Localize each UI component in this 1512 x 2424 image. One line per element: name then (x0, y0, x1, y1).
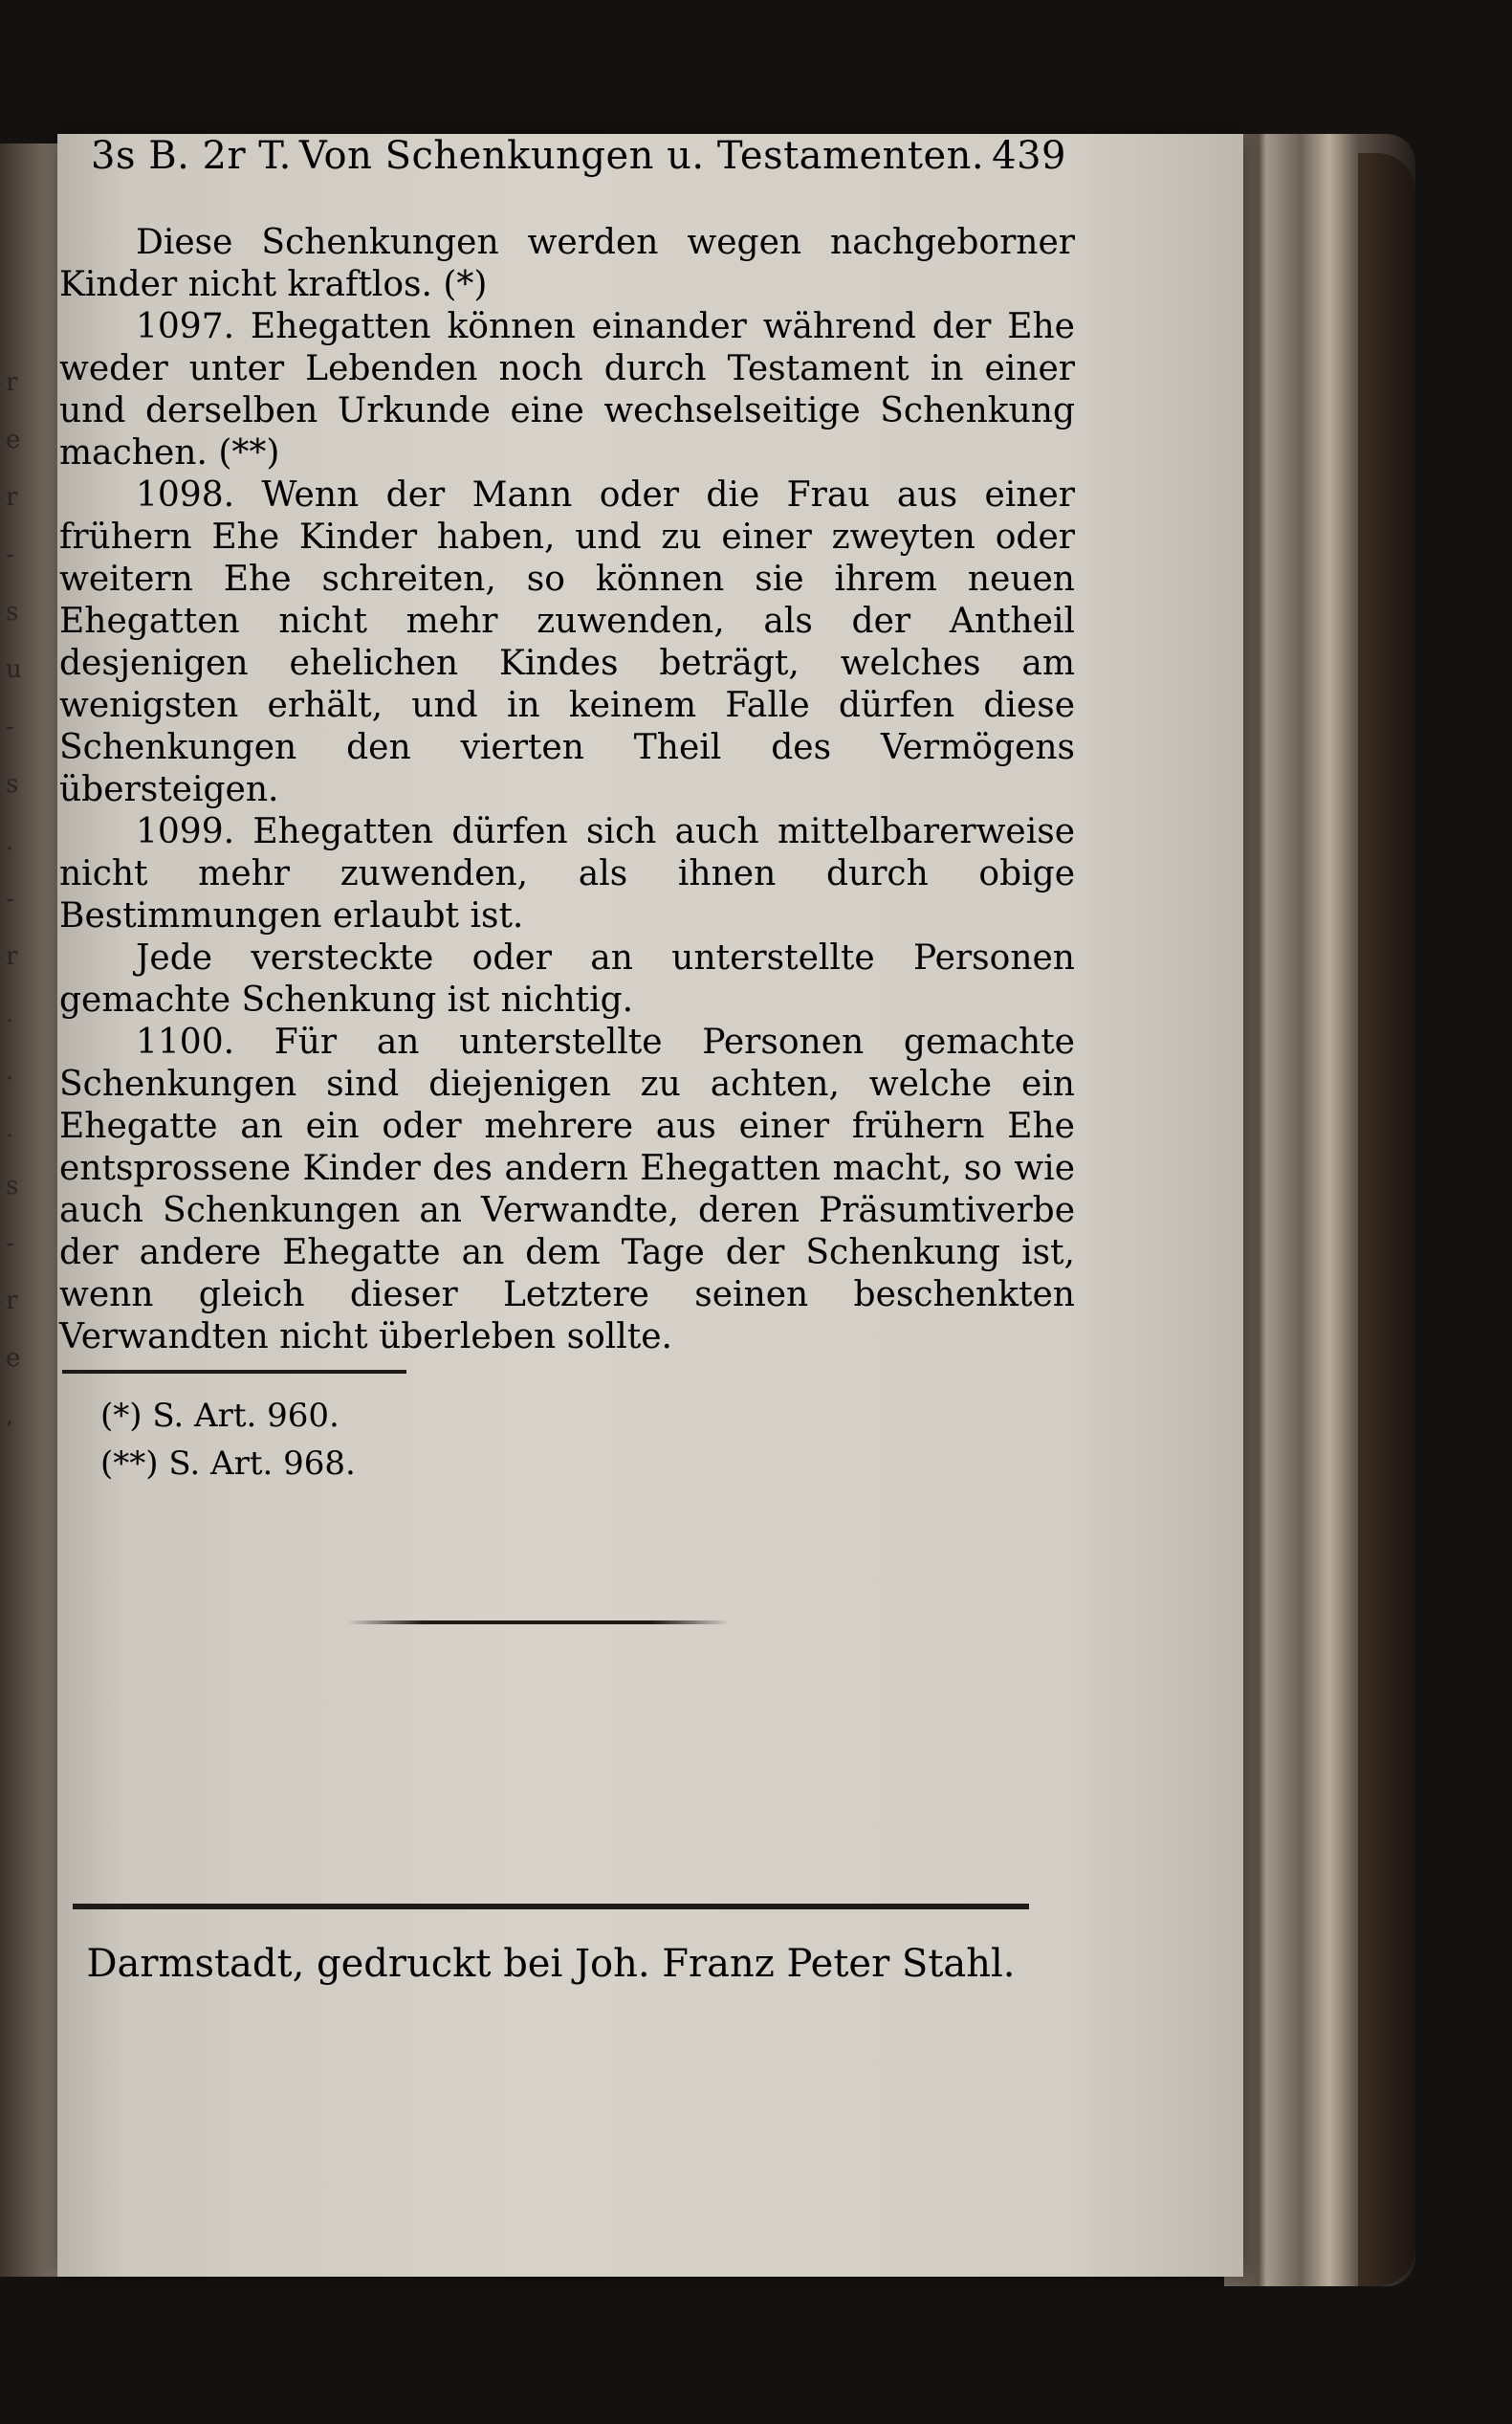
footnote-rule (62, 1370, 406, 1374)
left-page-char: e (6, 426, 21, 454)
left-page-char: , (6, 1401, 14, 1430)
left-page-char: r (6, 942, 18, 971)
left-page-char: u (6, 655, 22, 684)
printer-imprint: Darmstadt, gedruckt bei Joh. Franz Peter Stahl. (86, 1942, 1016, 1986)
footnotes (100, 1392, 674, 1487)
end-rule (347, 1620, 730, 1624)
imprint-rule (73, 1904, 1029, 1909)
left-page-char: . (6, 827, 14, 856)
left-page-char: s (6, 598, 19, 627)
book-cover (1358, 153, 1415, 2286)
running-header (91, 134, 1066, 178)
paragraph: 1100. Für an unterstellte Personen gemachte Schenkungen sind diejenigen zu achten, welche ein Ehegatte an ein oder mehrere aus einer frühern Ehe entsprossene Kinder des andern Ehegatten macht, so wie auch Schenkungen an Verwandte, deren Präsumtiverbe der andere Ehegatte an dem Tage der Schenkung ist, wenn gleich dieser Letztere seinen beschenkten Verwandten nicht überleben sollte. (59, 1023, 1075, 1356)
left-page-char: . (6, 1057, 14, 1086)
paragraph: Diese Schenkungen werden wegen nachgeborner Kinder nicht kraftlos. (*) (59, 223, 1075, 304)
left-page-char: s (6, 770, 19, 799)
paragraph: 1097. Ehegatten können einander während der Ehe weder unter Lebenden noch durch Testament in einer und derselben Urkunde eine wechselseitige Schenkung machen. (**) (59, 307, 1075, 473)
footnote: (**) S. Art. 968. (100, 1444, 356, 1483)
left-page-char: r (6, 1287, 18, 1315)
left-page-char: . (6, 1114, 14, 1143)
paragraph: Jede versteckte oder an unterstellte Personen gemachte Schenkung ist nichtig. (59, 938, 1075, 1020)
left-page-char: e (6, 1344, 21, 1373)
header-title: Von Schenkungen u. Testamenten. (298, 134, 985, 178)
footnote: (*) S. Art. 960. (100, 1397, 340, 1435)
header-volume: 3s B. 2r T. (91, 134, 292, 178)
left-page-char: . (6, 1000, 14, 1028)
left-page-char: - (6, 713, 14, 741)
left-page-char: - (6, 885, 14, 914)
paragraph: 1099. Ehegatten dürfen sich auch mittelbarerweise nicht mehr zuwenden, als ihnen durch obige Bestimmungen erlaubt ist. (59, 812, 1075, 936)
left-page-char: s (6, 1172, 19, 1201)
left-page-edge-text (0, 143, 57, 2277)
left-page-char: r (6, 483, 18, 512)
left-page-char: - (6, 1229, 14, 1258)
left-page-char: - (6, 540, 14, 569)
left-page-char: r (6, 368, 18, 397)
body-text (59, 222, 1075, 1358)
paragraph: 1098. Wenn der Mann oder die Frau aus einer frühern Ehe Kinder haben, und zu einer zweyten oder weitern Ehe schreiten, so können sie ihrem neuen Ehegatten nicht mehr zuwenden, als der Antheil desjenigen ehelichen Kindes beträgt, welches am wenigsten erhält, und in keinem Falle dürfen diese Schenkungen den vierten Theil des Vermögens übersteigen. (59, 475, 1075, 809)
page-number: 439 (992, 134, 1066, 178)
